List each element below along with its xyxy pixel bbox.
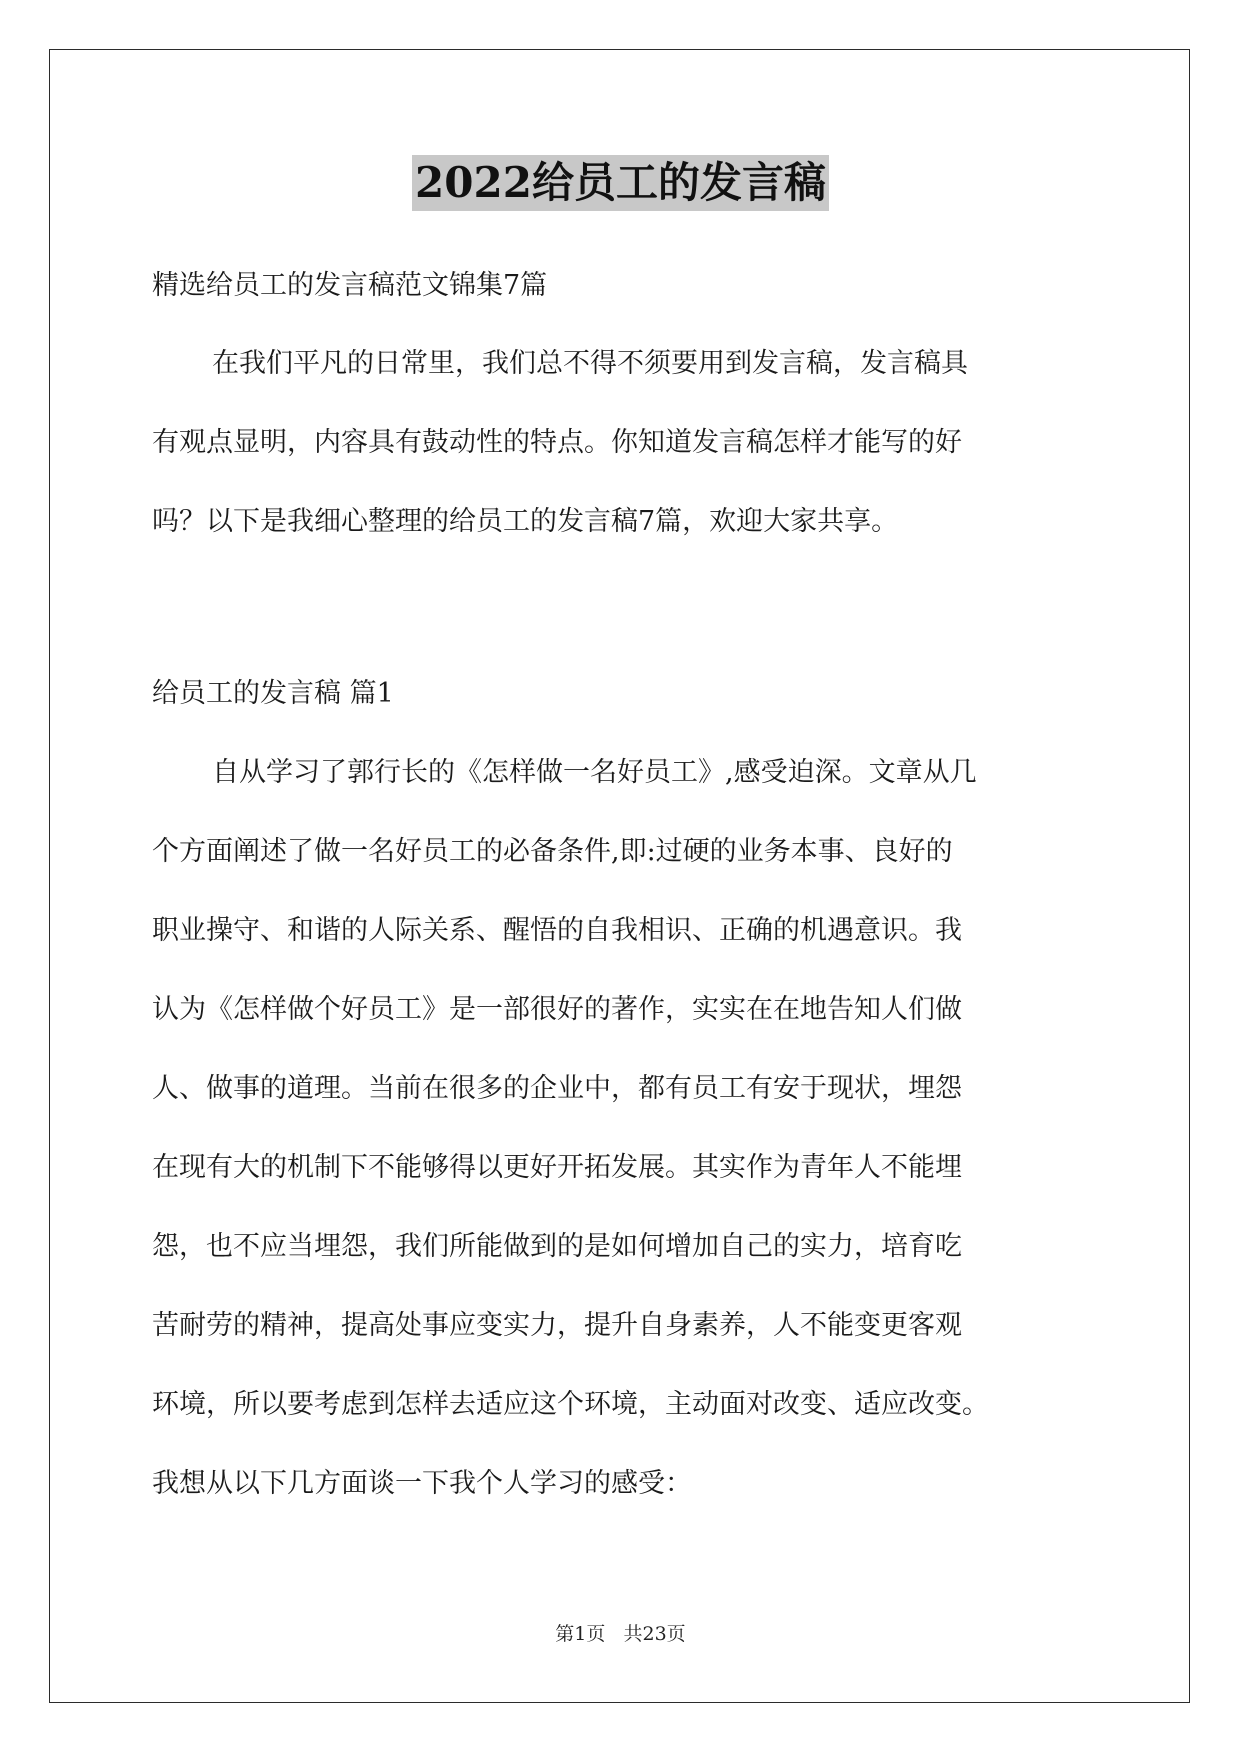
body-line: 个方面阐述了做一名好员工的必备条件,即:过硬的业务本事、良好的 <box>152 836 953 867</box>
document-title: 2022给员工的发言稿 <box>412 155 829 211</box>
body-line: 自从学习了郭行长的《怎样做一名好员工》,感受迫深。文章从几 <box>212 757 977 788</box>
body-line: 苦耐劳的精神，提高处事应变实力，提升自身素养，人不能变更客观 <box>152 1310 962 1341</box>
body-line: 职业操守、和谐的人际关系、醒悟的自我相识、正确的机遇意识。我 <box>152 915 962 946</box>
section-heading: 给员工的发言稿 篇1 <box>152 678 394 709</box>
intro-line: 吗？以下是我细心整理的给员工的发言稿7篇，欢迎大家共享。 <box>152 506 899 537</box>
body-line: 我想从以下几方面谈一下我个人学习的感受： <box>152 1468 692 1499</box>
intro-line: 有观点显明，内容具有鼓动性的特点。你知道发言稿怎样才能写的好 <box>152 427 962 458</box>
body-line: 认为《怎样做个好员工》是一部很好的著作，实实在在地告知人们做 <box>152 994 962 1025</box>
intro-line: 在我们平凡的日常里，我们总不得不须要用到发言稿，发言稿具 <box>212 348 968 379</box>
body-line: 环境，所以要考虑到怎样去适应这个环境，主动面对改变、适应改变。 <box>152 1389 989 1420</box>
page-number-footer: 第1页 共23页 <box>555 1623 686 1645</box>
document-subtitle: 精选给员工的发言稿范文锦集7篇 <box>152 270 548 301</box>
body-line: 在现有大的机制下不能够得以更好开拓发展。其实作为青年人不能埋 <box>152 1152 962 1183</box>
title-container <box>0 155 1241 211</box>
body-line: 人、做事的道理。当前在很多的企业中，都有员工有安于现状，埋怨 <box>152 1073 962 1104</box>
body-line: 怨，也不应当埋怨，我们所能做到的是如何增加自己的实力，培育吃 <box>152 1231 962 1262</box>
